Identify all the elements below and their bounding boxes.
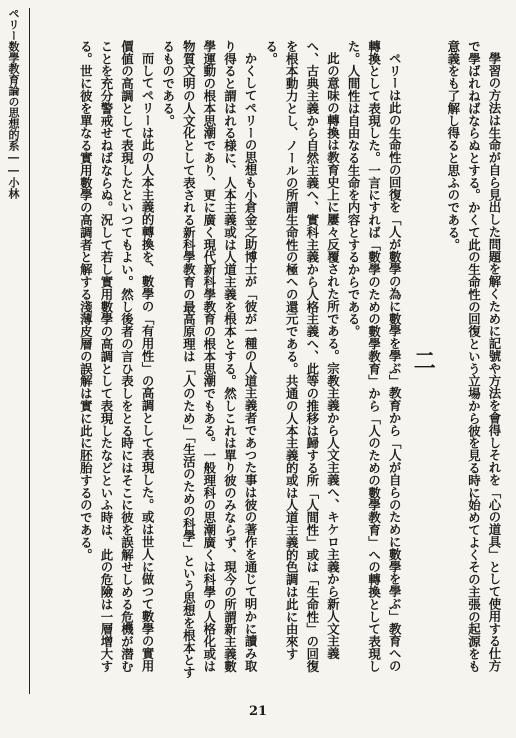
- paragraph-5: 而してペリーは此の人本主義的轉換を、數學の「有用性」の高調として表現した。或は世人に做つて數學の實用價値の高調として表現したといつてもよい。然し後者の言ひ表しをとる時にはそこに彼を誤解せしめる危機が潜むことを充分警戒せねばならぬ。況して若し實用數學の高調として表現したなどといふ時は、此の危險は一層增大する。世に彼を單なる實用數學の高調者と解する淺薄皮層の誤解は實に此に胚胎するのである。: [78, 40, 156, 673]
- section-number: 二: [410, 349, 437, 371]
- running-header: ペリー数學教育論の思想的系――小林: [7, 8, 20, 199]
- paragraph-1: 學習の方法は生命が自ら見出した問題を解くために記號や方法を會得しそれを「心の道具」として使用する仕方で學ばれねばならぬとする。かくて此の生命性の回復という立場から彼を見る時に始めてよくその主張の起源をも意義をも了解し得ると思ふのである。: [445, 40, 502, 673]
- page-number: 21: [248, 704, 268, 719]
- body-text: [32, 40, 504, 680]
- header-rule: [29, 8, 30, 694]
- paragraph-4: かくしてペリーの思想も小倉金之助博士が「彼が一種の人道主義者であつた事は彼の著作を通じて明かに讀み取り得ると謂はれる様に、人本主義或は人道主義を根本とする。然しこれは單り彼のみならず、現今の所謂新主義數學運動の根本思潮であり、更に廣く現代新科學教育の根本思潮でもある。一般理科の思潮廣くは科學の人格化或は物質文明の人文化として表される新科學教育の最高原理は「人のため」「生活のための科學」という思想を根本とするものである。: [160, 40, 259, 679]
- paragraph-3: 此の意味の轉換は教育史上に屢々反覆された所である。宗教主義から人文主義へ、キケロ主義から新人文主義へ、古典主義から自然主義へ、實科主義から人格主義へ、此等の推移は歸する所「人間性」或は「生命性」の回復を根本動力とし、ノールの所謂生命性の極への還元である。共通の人本主義的或は人道主義的色調は此に由來する。: [263, 40, 341, 673]
- paragraph-2: ペリーは此の生命性の回復を「人が數學の為に數學を學ぶ」教育から「人が自らのために數學を學ぶ」教育への轉換として表現した。一言にすれば「數學のための數學教育」から「人のための數學教育」への轉換として表現した。人間性は自由なる生命を内容とするからである。: [346, 40, 403, 673]
